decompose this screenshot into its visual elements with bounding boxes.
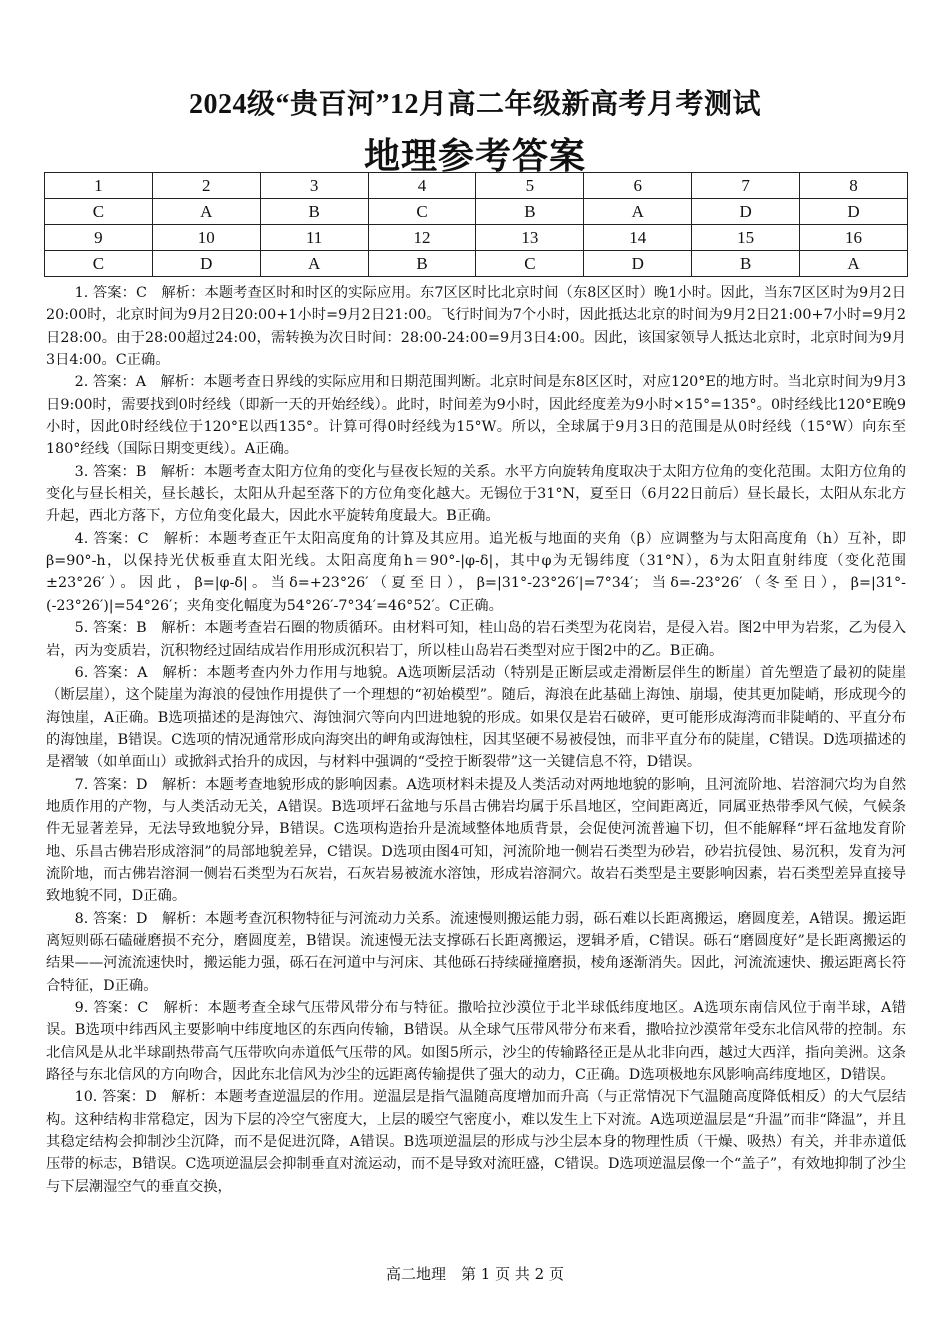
answer-key-cell: D	[152, 251, 260, 277]
answer-key-cell: C	[368, 199, 476, 225]
answer-key-row	[45, 199, 908, 225]
explanation-paragraph: 7. 答案：D 解析：本题考查地貌形成的影响因素。A选项材料未提及人类活动对两地地貌的影响，且河流阶地、岩溶洞穴均为自然地质作用的产物，与人类活动无关，A错误。B选项坪石盆地与乐昌古佛岩均属于乐昌地区，空间距离近，同属亚热带季风气候，气候条件无显著差异，无法导致地貌分异，B错误。C选项构造抬升是流域整体地质背景，会促使河流普遍下切，但不能解释“坪石盆地发育阶地、乐昌古佛岩形成溶洞”的局部地貌差异，C错误。D选项由图4可知，河流阶地一侧岩石类型为砂岩，砂岩抗侵蚀、易沉积，发育为河流阶地，而古佛岩溶洞一侧岩石类型为石灰岩，石灰岩易被流水溶蚀，形成岩溶洞穴。故岩石类型是主要影响因素，岩石类型差异直接导致地貌不同，D正确。	[46, 776, 906, 905]
question-number-cell: 6	[584, 173, 692, 199]
page-footer: 高二地理 第 1 页 共 2 页	[386, 1265, 564, 1283]
document-title: 2024级“贵百河”12月高二年级新高考月考测试	[188, 89, 761, 120]
question-number-cell: 7	[692, 173, 800, 199]
question-number-cell: 15	[692, 225, 800, 251]
explanation-paragraph: 8. 答案：D 解析：本题考查沉积物特征与河流动力关系。流速慢则搬运能力弱，砾石难以长距离搬运，磨圆度差，A错误。搬运距离短则砾石磕碰磨损不充分，磨圆度差，B错误。流速慢无法支撑砾石长距离搬运，逻辑矛盾，C错误。砾石“磨圆度好”是长距离搬运的结果——河流流速快时，搬运能力强，砾石在河道中与河床、其他砾石持续碰撞磨损，棱角逐渐消失。因此，河流流速快、搬运距离长符合特征，D正确。	[46, 910, 906, 994]
explanation-paragraph: 3. 答案：B 解析：本题考查太阳方位角的变化与昼夜长短的关系。水平方向旋转角度取决于太阳方位角的变化范围。太阳方位角的变化与昼长相关，昼长越长，太阳从升起至落下的方位角变化越大。无锡位于31°N，夏至日（6月22日前后）昼长最长，太阳从东北方升起，西北方落下，方位角变化最大，因此水平旋转角度最大。B正确。	[46, 463, 906, 525]
explanation-paragraph: 5. 答案：B 解析：本题考查岩石圈的物质循环。由材料可知，桂山岛的岩石类型为花岗岩，是侵入岩。图2中甲为岩浆，乙为侵入岩，丙为变质岩，沉积物经过固结成岩作用形成沉积岩丁，所以桂山岛岩石类型对应于图2中的乙。B正确。	[46, 620, 906, 659]
question-number-cell: 14	[584, 225, 692, 251]
answer-key-cell: B	[260, 199, 368, 225]
answer-key-cell: D	[692, 199, 800, 225]
question-number-cell: 9	[45, 225, 153, 251]
answer-key-cell: C	[45, 199, 153, 225]
question-number-row	[45, 225, 908, 251]
answer-key-cell: C	[45, 251, 153, 277]
question-number-cell: 1	[45, 173, 153, 199]
answer-key-cell: B	[692, 251, 800, 277]
answer-key-cell: C	[476, 251, 584, 277]
answer-key-cell: B	[476, 199, 584, 225]
question-number-cell: 16	[800, 225, 908, 251]
answer-key-row	[45, 251, 908, 277]
answer-key-cell: A	[584, 199, 692, 225]
question-number-cell: 4	[368, 173, 476, 199]
question-number-cell: 2	[152, 173, 260, 199]
question-number-cell: 5	[476, 173, 584, 199]
question-number-cell: 11	[260, 225, 368, 251]
explanation-paragraph: 1. 答案：C 解析：本题考查区时和时区的实际应用。东7区区时比北京时间（东8区区时）晚1小时。因此，当东7区区时为9月2日20:00时，北京时间为9月2日20:00+1小时=9月2日21:00。飞行时间为7个小时，因此抵达北京的时间为9月2日21:00+7小时=9月2日28:00。由于28:00超过24:00，需转换为次日时间：28:00-24:00=9月3日4:00。因此，该国家领导人抵达北京时，北京时间为9月3日4:00。C正确。	[46, 285, 906, 369]
explanation-paragraph: 4. 答案：C 解析：本题考查正午太阳高度角的计算及其应用。追光板与地面的夹角（β）应调整为与太阳高度角（h）互补，即β=90°-h，以保持光伏板垂直太阳光线。太阳高度角h＝90°-|φ-δ|，其中φ为无锡纬度（31°N），δ为太阳直射纬度（变化范围±23°26′）。因此，β=|φ-δ|。当δ=+23°26′（夏至日），β=|31°-23°26′|=7°34′；当δ=-23°26′（冬至日），β=|31°-(-23°26′)|=54°26′；夹角变化幅度为54°26′-7°34′=46°52′。C正确。	[46, 530, 906, 614]
explanation-paragraph: 2. 答案：A 解析：本题考查日界线的实际应用和日期范围判断。北京时间是东8区区时，对应120°E的地方时。当北京时间为9月3日9:00时，需要找到0时经线（即新一天的开始经线）。此时，时间差为9小时，因此经度差为9小时×15°=135°。0时经线比120°E晚9小时，因此0时经线位于120°E以西135°。计算可得0时经线为15°W。所以，全球属于9月3日的范围是从0时经线（15°W）向东至180°经线（国际日期变更线）。A正确。	[46, 374, 906, 458]
question-number-row	[45, 173, 908, 199]
answer-table	[44, 172, 908, 277]
explanation-paragraph: 9. 答案：C 解析：本题考查全球气压带风带分布与特征。撒哈拉沙漠位于北半球低纬度地区。A选项东南信风位于南半球，A错误。B选项中纬西风主要影响中纬度地区的东西向传输，B错误。从全球气压带风带分布来看，撒哈拉沙漠常年受东北信风带的控制。东北信风是从北半球副热带高气压带吹向赤道低气压带的风。如图5所示，沙尘的传输路径正是从北非向西，越过大西洋，指向美洲。这条路径与东北信风的方向吻合，因此东北信风为沙尘的远距离传输提供了强大的动力，C正确。D选项极地东风影响高纬度地区，D错误。	[46, 1000, 906, 1084]
explanation-paragraph: 6. 答案：A 解析：本题考查内外力作用与地貌。A选项断层活动（特别是正断层或走滑断层伴生的断崖）首先塑造了最初的陡崖（断层崖），这个陡崖为海浪的侵蚀作用提供了一个理想的“初始模型”。随后，海浪在此基础上海蚀、崩塌，使其更加陡峭，形成现今的海蚀崖，A正确。B选项描述的是海蚀穴、海蚀洞穴等向内凹进地貌的形成。如果仅是岩石破碎，更可能形成海湾而非陡峭的、平直分布的海蚀崖，B错误。C选项的情况通常形成向海突出的岬角或海蚀柱，因其坚硬不易被侵蚀，而非平直分布的陡崖，C错误。D选项描述的是褶皱（如单面山）或掀斜式抬升的成因，与材料中强调的“受控于断裂带”这一关键信息不符，D错误。	[46, 664, 906, 771]
explanation-paragraph: 10. 答案：D 解析：本题考查逆温层的作用。逆温层是指气温随高度增加而升高（与正常情况下气温随高度降低相反）的大气层结构。这种结构非常稳定，因为下层的冷空气密度大，上层的暖空气密度小，难以发生上下对流。A选项逆温层是“升温”而非“降温”，并且其稳定结构会抑制沙尘沉降，而不是促进沉降，A错误。B选项逆温层的形成与沙尘层本身的物理性质（干燥、吸热）有关，并非赤道低压带的标志，B错误。C选项逆温层会抑制垂直对流运动，而不是导致对流旺盛，C错误。D选项逆温层像一个“盖子”，有效地抑制了沙尘与下层潮湿空气的垂直交换，	[46, 1089, 906, 1195]
answer-key-cell: B	[368, 251, 476, 277]
explanations-section	[46, 282, 906, 1198]
question-number-cell: 3	[260, 173, 368, 199]
document-subtitle: 地理参考答案	[363, 136, 586, 177]
answer-key-cell: A	[800, 251, 908, 277]
answer-key-cell: A	[260, 251, 368, 277]
answer-key-cell: A	[152, 199, 260, 225]
answer-key-cell: D	[800, 199, 908, 225]
question-number-cell: 12	[368, 225, 476, 251]
question-number-cell: 10	[152, 225, 260, 251]
answer-key-cell: D	[584, 251, 692, 277]
question-number-cell: 8	[800, 173, 908, 199]
question-number-cell: 13	[476, 225, 584, 251]
